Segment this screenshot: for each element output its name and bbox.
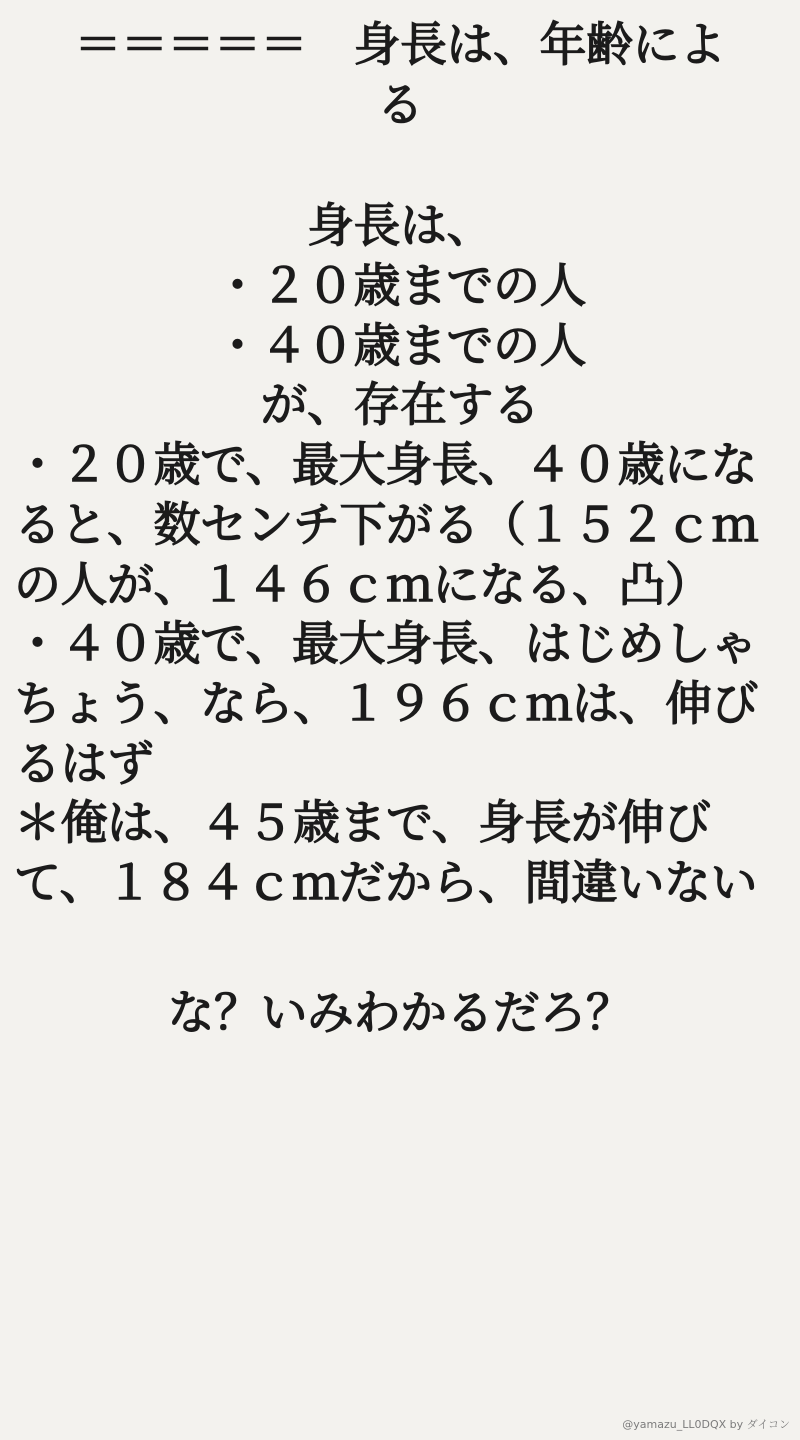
- body-paragraph-age40: ・４０歳で、最大身長、はじめしゃちょう、なら、１９６ｃｍは、伸びるはず: [14, 617, 758, 792]
- body-line-bullet-40: ・４０歳までの人: [214, 318, 586, 374]
- body-line-exists: が、存在する: [260, 378, 540, 434]
- body-line-bullet-20: ・２０歳までの人: [214, 259, 586, 315]
- body-paragraph-age20: ・２０歳で、最大身長、４０歳になると、数センチ下がる（１５２ｃｍの人が、１４６ｃｍになる、凸）: [14, 438, 758, 613]
- post-title-line-1: ＝＝＝＝＝ 身長は、年齢によ: [74, 18, 726, 73]
- body-paragraph-self: ＊俺は、４５歳まで、身長が伸びて、１８４ｃｍだから、間違いない: [14, 796, 758, 911]
- body-line-intro: 身長は、: [307, 199, 493, 255]
- post-title-line-2: る: [376, 77, 424, 133]
- title-body-spacer: [14, 135, 786, 197]
- credit-watermark: @yamazu_LL0DQX by ダイコン: [622, 1418, 790, 1431]
- body-closing-spacer: [14, 914, 786, 984]
- post-closing-line: な？いみわかるだろ？: [167, 985, 633, 1041]
- post-content: [14, 16, 786, 1043]
